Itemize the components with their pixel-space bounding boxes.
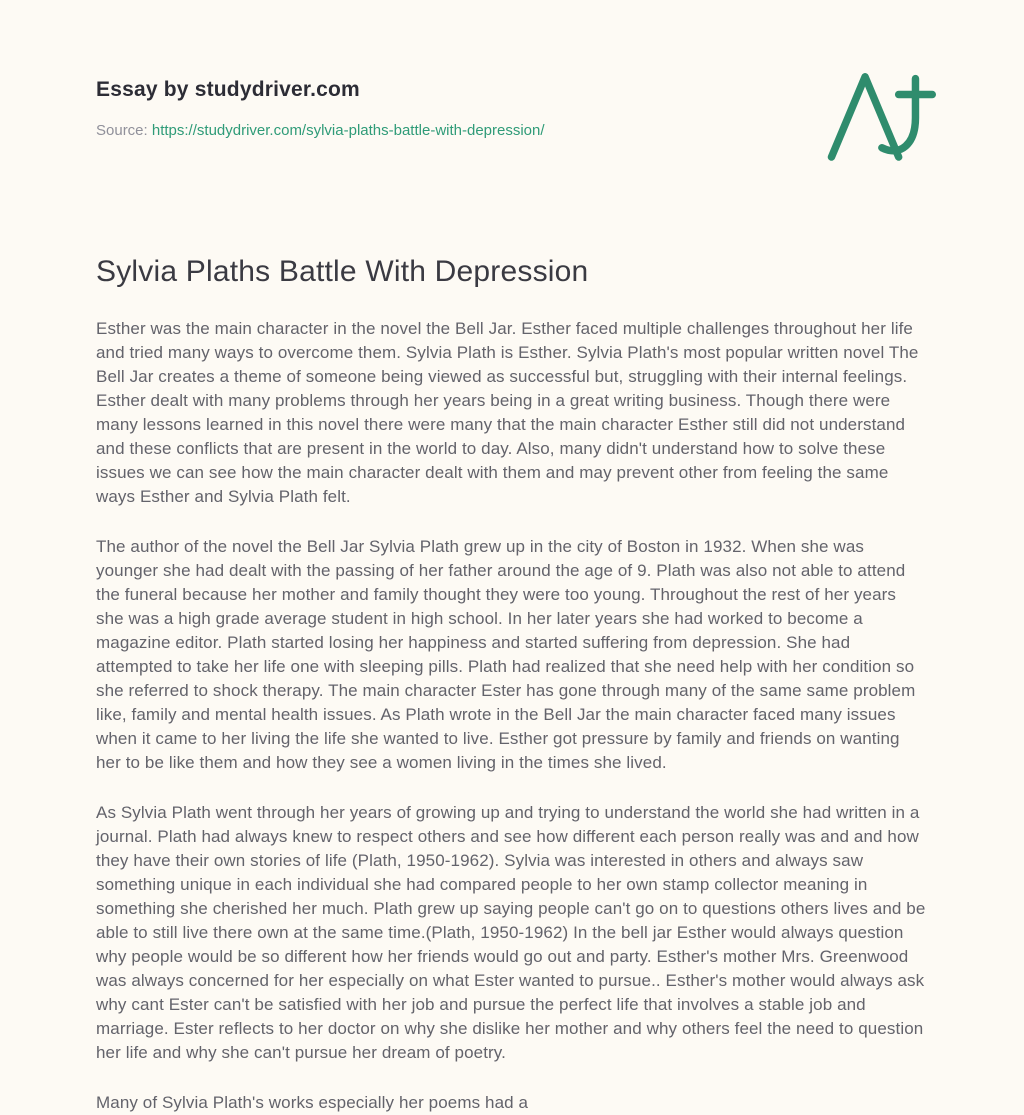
essay-paragraph: As Sylvia Plath went through her years of growing up and trying to understand the world she had written in a journal. Plath had always knew to respect others and see how different each person really was and and how they have their own stories of life (Plath, 1950-1962). Sylvia was interested in others and always saw something unique in each individual she had compared people to her own stamp collector meaning in something she cherished her much. Plath grew up saying people can't go on to questions others lives and be able to still live there own at the same time.(Plath, 1950-1962) In the bell jar Esther would always question why people would be so different how her friends would go out and party. Esther's mother Mrs. Greenwood was always concerned for her especially on what Ester wanted to pursue.. Esther's mother would always ask why cant Ester can't be satisfied with her job and pursue the perfect life that involves a stable job and marriage. Ester reflects to her doctor on why she dislike her mother and why others feel the need to question her life and why she can't pursue her dream of poetry. bbox=[96, 803, 926, 1062]
essay-paragraph: Esther was the main character in the novel the Bell Jar. Esther faced multiple challenges throughout her life and tried many ways to overcome them. Sylvia Plath is Esther. Sylvia Plath's most popular written novel The Bell Jar creates a theme of someone being viewed as successful but, struggling with their internal feelings. Esther dealt with many problems through her years being in a great writing business. Though there were many lessons learned in this novel there were many that the main character Esther still did not understand and these conflicts that are present in the world to day. Also, many didn't understand how to solve these issues we can see how the main character dealt with them and may prevent other from feeling the same ways Esther and Sylvia Plath felt. bbox=[96, 319, 919, 506]
essay-title: Sylvia Plaths Battle With Depression bbox=[96, 255, 589, 288]
studydriver-logo-icon bbox=[824, 68, 936, 164]
source-line bbox=[96, 122, 928, 139]
essay-byline: Essay by studydriver.com bbox=[96, 78, 360, 101]
source-link[interactable]: https://studydriver.com/sylvia-plaths-battle-with-depression/ bbox=[151, 122, 545, 139]
source-label: Source: bbox=[96, 122, 148, 139]
essay-content bbox=[96, 317, 928, 1115]
essay-paragraph: Many of Sylvia Plath's works especially her poems had a bbox=[96, 1093, 529, 1112]
essay-paragraph: The author of the novel the Bell Jar Sylvia Plath grew up in the city of Boston in 1932. When she was younger she had dealt with the passing of her father around the age of 9. Plath was also not able to attend the funeral because her mother and family thought they were too young. Throughout the rest of her years she was a high grade average student in high school. In her later years she had worked to become a magazine editor. Plath started losing her happiness and started suffering from depression. She had attempted to take her life one with sleeping pills. Plath had realized that she need help with her condition so she referred to shock therapy. The main character Ester has gone through many of the same same problem like, family and mental health issues. As Plath wrote in the Bell Jar the main character faced many issues when it came to her living the life she wanted to live. Esther got pressure by family and friends on wanting her to be like them and how they see a women living in the times she lived. bbox=[96, 537, 916, 772]
